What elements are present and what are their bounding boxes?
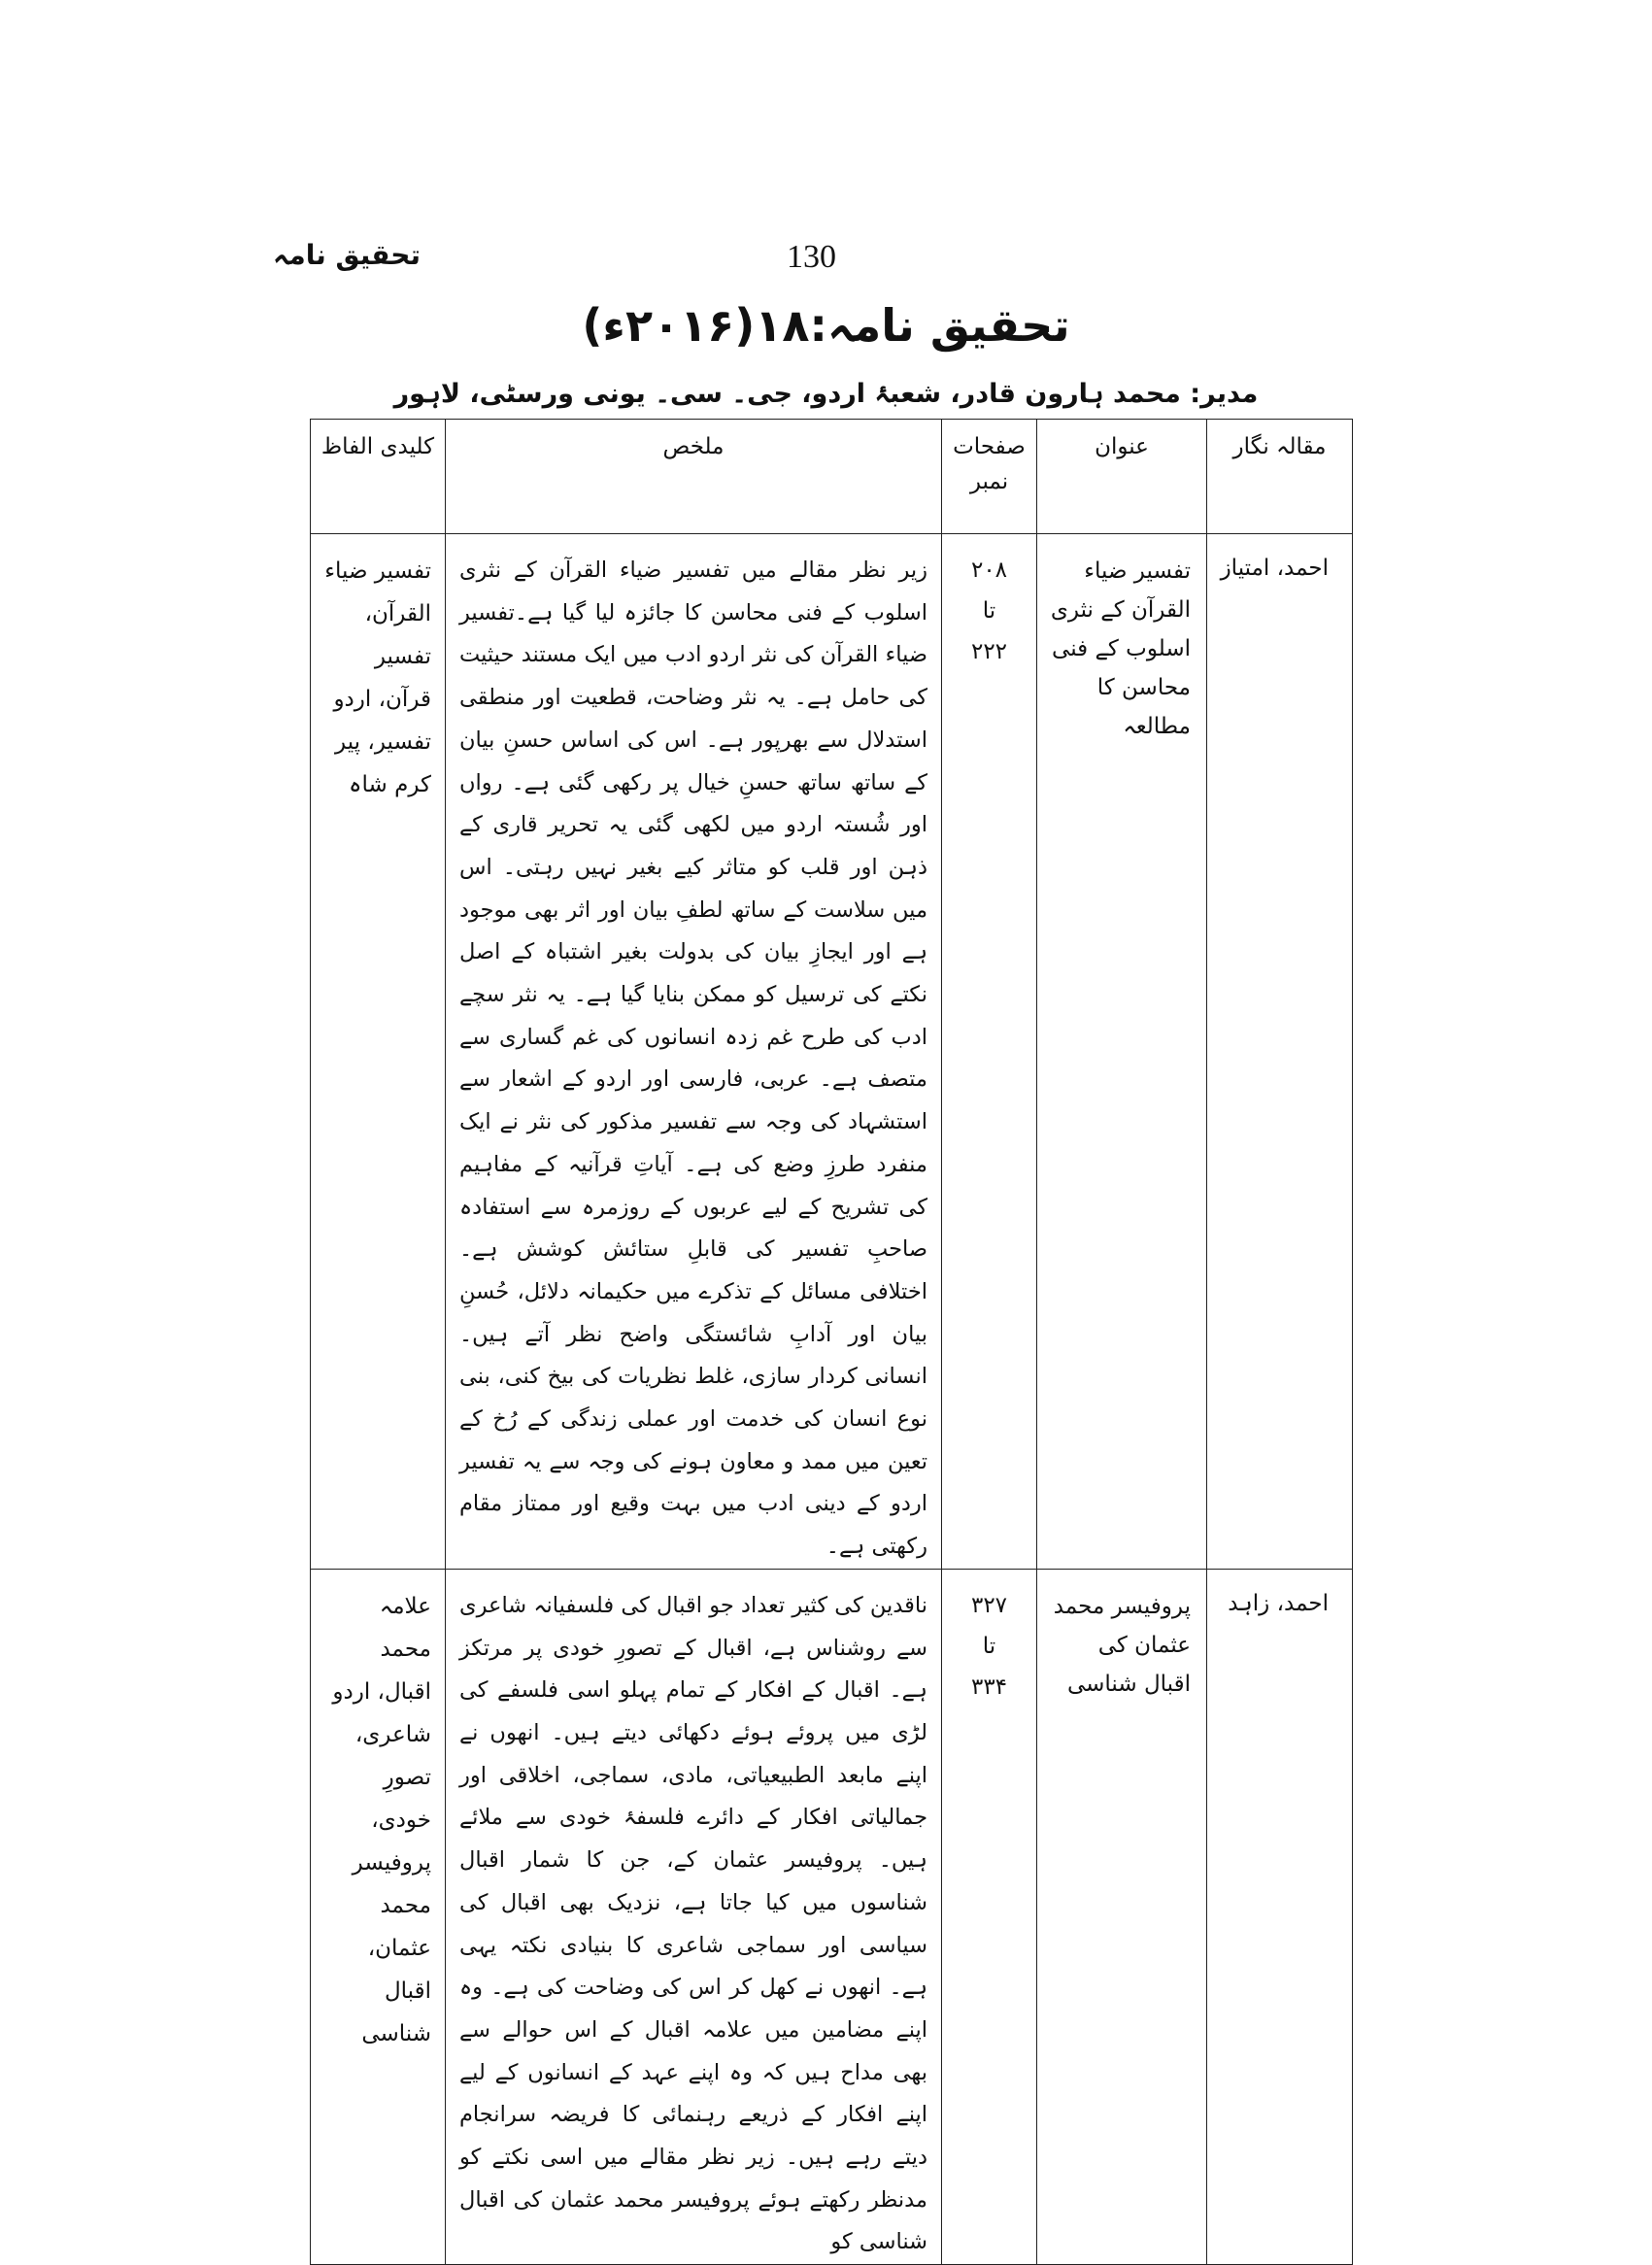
header-abstract: ملخص <box>446 420 942 534</box>
pages-separator: تا <box>982 1633 996 1659</box>
pages-from: ۲۰۸ <box>970 558 1008 583</box>
header-pages: صفحات نمبر <box>942 420 1037 534</box>
author-cell: احمد، زاہد <box>1207 1569 1353 2264</box>
table-row <box>311 1569 1353 2264</box>
pages-to: ۳۳۴ <box>970 1673 1008 1700</box>
keywords-cell: علامہ محمد اقبال، اردو شاعری، تصورِ خودی، پروفیسر محمد عثمان، اقبال شناسی <box>311 1569 446 2264</box>
abstract-cell: ناقدین کی کثیر تعداد جو اقبال کی فلسفیانہ شاعری سے روشناس ہے، اقبال کے تصورِ خودی پر مرتکز ہے۔ اقبال کے افکار کے تمام پہلو اسی فلسفے کی لڑی میں پروئے ہوئے دکھائی دیتے ہیں۔ انھوں نے اپنے مابعد الطبیعیاتی، مادی، سماجی، اخلاقی اور جمالیاتی افکار کے دائرے فلسفۂ خودی سے ملائے ہیں۔ پروفیسر عثمان کے، جن کا شمار اقبال شناسوں میں کیا جاتا ہے، نزدیک بھی اقبال کی سیاسی اور سماجی شاعری کا بنیادی نکتہ یہی ہے۔ انھوں نے کھل کر اس کی وضاحت کی ہے۔ وہ اپنے مضامین میں علامہ اقبال کے اس حوالے سے بھی مداح ہیں کہ وہ اپنے عہد کے انسانوں کے لیے اپنے افکار کے ذریعے رہنمائی کا فریضہ سرانجام دیتے رہے ہیں۔ زیر نظر مقالے میں اسی نکتے کو مدنظر رکھتے ہوئے پروفیسر محمد عثمان کی اقبال شناسی کو <box>446 1569 942 2264</box>
author-cell: احمد، امتیاز <box>1207 534 1353 1570</box>
article-title-cell: پروفیسر محمد عثمان کی اقبال شناسی <box>1037 1569 1207 2264</box>
journal-title: تحقیق نامہ:۱۸(۲۰۱۶ء) <box>582 299 1070 352</box>
pages-cell <box>942 1569 1037 2264</box>
pages-separator: تا <box>982 598 996 624</box>
page-number: 130 <box>787 239 836 275</box>
editor-line: مدیر: محمد ہارون قادر، شعبۂ اردو، جی۔ سی۔ یونی ورسٹی، لاہور <box>393 379 1259 409</box>
article-title-cell: تفسیر ضیاء القرآن کے نثری اسلوب کے فنی محاسن کا مطالعہ <box>1037 534 1207 1570</box>
pages-to: ۲۲۲ <box>970 639 1008 664</box>
abstract-cell: زیر نظر مقالے میں تفسیر ضیاء القرآن کے نثری اسلوب کے فنی محاسن کا جائزہ لیا گیا ہے۔تفسیر ضیاء القرآن کی نثر اردو ادب میں ایک مستند حیثیت کی حامل ہے۔ یہ نثر وضاحت، قطعیت اور منطقی استدلال سے بھرپور ہے۔ اس کی اساس حسنِ بیان کے ساتھ ساتھ حسنِ خیال پر رکھی گئی ہے۔ رواں اور شُستہ اردو میں لکھی گئی یہ تحریر قاری کے ذہن اور قلب کو متاثر کیے بغیر نہیں رہتی۔ اس میں سلاست کے ساتھ لطفِ بیان اور اثر بھی موجود ہے اور ایجازِ بیان کی بدولت بغیر اشتباہ کے اصل نکتے کی ترسیل کو ممکن بنایا گیا ہے۔ یہ نثر سچے ادب کی طرح غم زدہ انسانوں کی غم گساری سے متصف ہے۔ عربی، فارسی اور اردو کے اشعار سے استشہاد کی وجہ سے تفسیر مذکور کی نثر نے ایک منفرد طرزِ وضع کی ہے۔ آیاتِ قرآنیہ کے مفاہیم کی تشریح کے لیے عربوں کے روزمرہ سے استفادہ صاحبِ تفسیر کی قابلِ ستائش کوشش ہے۔ اختلافی مسائل کے تذکرے میں حکیمانہ دلائل، حُسنِ بیان اور آدابِ شائستگی واضح نظر آتے ہیں۔ انسانی کردار سازی، غلط نظریات کی بیخ کنی، بنی نوع انسان کی خدمت اور عملی زندگی کے رُخ کے تعین میں ممد و معاون ہونے کی وجہ سے یہ تفسیر اردو کے دینی ادب میں بہت وقیع اور ممتاز مقام رکھتی ہے۔ <box>446 534 942 1570</box>
abstracts-table <box>310 419 1353 2265</box>
header-title: عنوان <box>1037 420 1207 534</box>
header-keywords: کلیدی الفاظ <box>311 420 446 534</box>
running-title: تحقیق نامہ <box>272 239 421 271</box>
keywords-cell: تفسیر ضیاء القرآن، تفسیر قرآن، اردو تفسیر، پیر کرم شاہ <box>311 534 446 1570</box>
table-header-row <box>311 420 1353 534</box>
header-author: مقالہ نگار <box>1207 420 1353 534</box>
table-row <box>311 534 1353 1570</box>
pages-from: ۳۲۷ <box>970 1592 1008 1618</box>
pages-cell <box>942 534 1037 1570</box>
